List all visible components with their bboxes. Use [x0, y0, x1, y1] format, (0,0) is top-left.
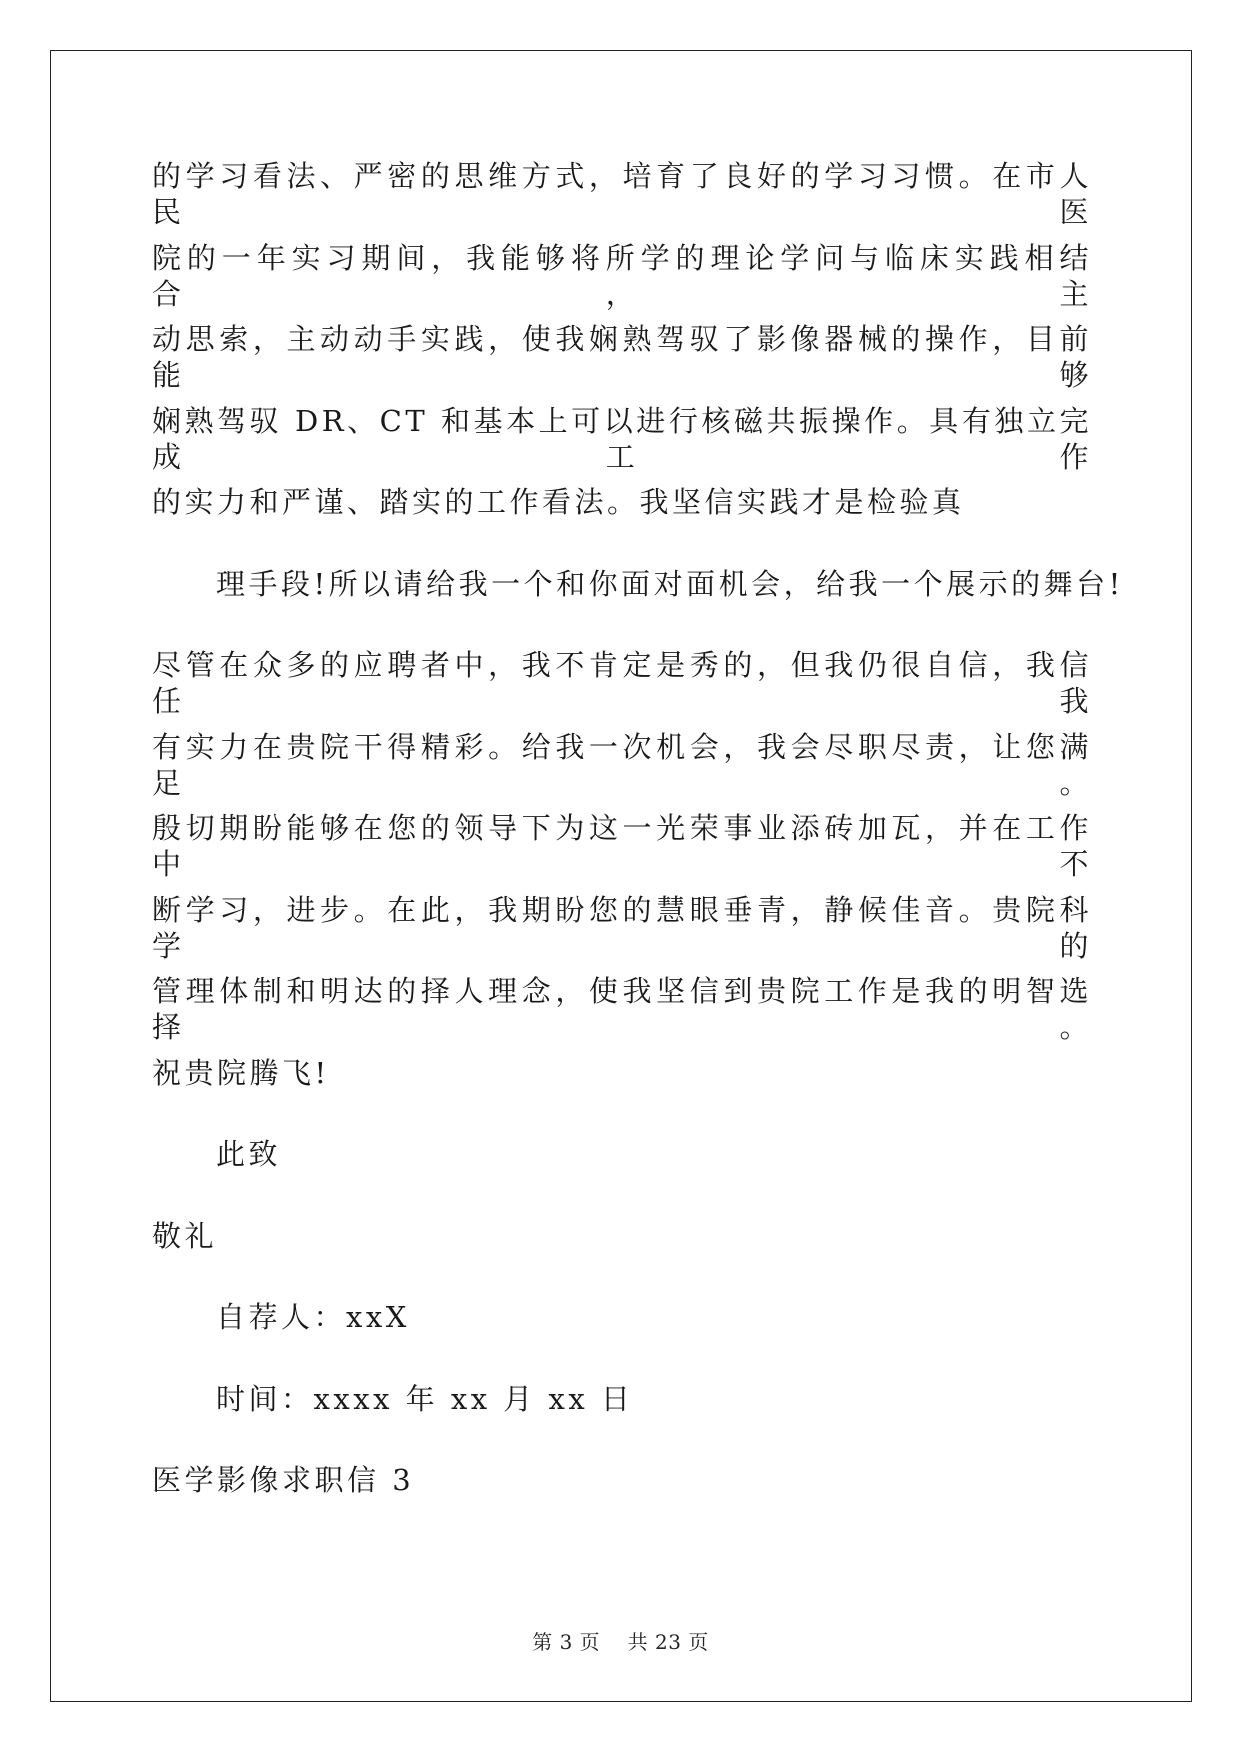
- letter-body: [152, 158, 1124, 1544]
- text-line: 的实力和严谨、踏实的工作看法。我坚信实践才是检验真: [152, 485, 965, 519]
- text-line: 管理体制和明达的择人理念，使我坚信到贵院工作是我的明智选择。: [152, 974, 1092, 1044]
- text-line: 断学习，进步。在此，我期盼您的慧眼垂青，静候佳音。贵院科学的: [152, 892, 1092, 963]
- text-line: 理手段!所以请给我一个和你面对面机会，给我一个展示的舞台!: [216, 566, 1124, 601]
- page-total: 共 23 页: [627, 1630, 709, 1654]
- section-title: 医学影像求职信 3: [152, 1463, 415, 1497]
- text-line: 娴熟驾驭 DR、CT 和基本上可以进行核磁共振操作。具有独立完成工作: [152, 403, 1092, 474]
- text-line: 尽管在众多的应聘者中，我不肯定是秀的，但我仍很自信，我信任我: [152, 648, 1092, 718]
- page-footer: [0, 1626, 1241, 1655]
- salutation-ci-zhi: 此致: [216, 1137, 282, 1171]
- page-number: 第 3 页: [532, 1630, 601, 1654]
- date-line: 时间：xxxx 年 xx 月 xx 日: [216, 1381, 634, 1416]
- text-line: 殷切期盼能够在您的领导下为这一光荣事业添砖加瓦，并在工作中不: [152, 811, 1092, 881]
- signature-line: 自荐人：xxX: [216, 1300, 410, 1334]
- text-line: 院的一年实习期间，我能够将所学的理论学问与临床实践相结合，主: [152, 240, 1092, 311]
- text-line: 有实力在贵院干得精彩。给我一次机会，我会尽职尽责，让您满足。: [152, 729, 1092, 800]
- closing-wish: 祝贵院腾飞!: [152, 1055, 330, 1090]
- text-line: 动思索，主动动手实践，使我娴熟驾驭了影像器械的操作，目前能够: [152, 322, 1092, 392]
- text-line: 的学习看法、严密的思维方式，培育了良好的学习习惯。在市人民医: [152, 159, 1092, 229]
- salutation-jing-li: 敬礼: [152, 1218, 218, 1253]
